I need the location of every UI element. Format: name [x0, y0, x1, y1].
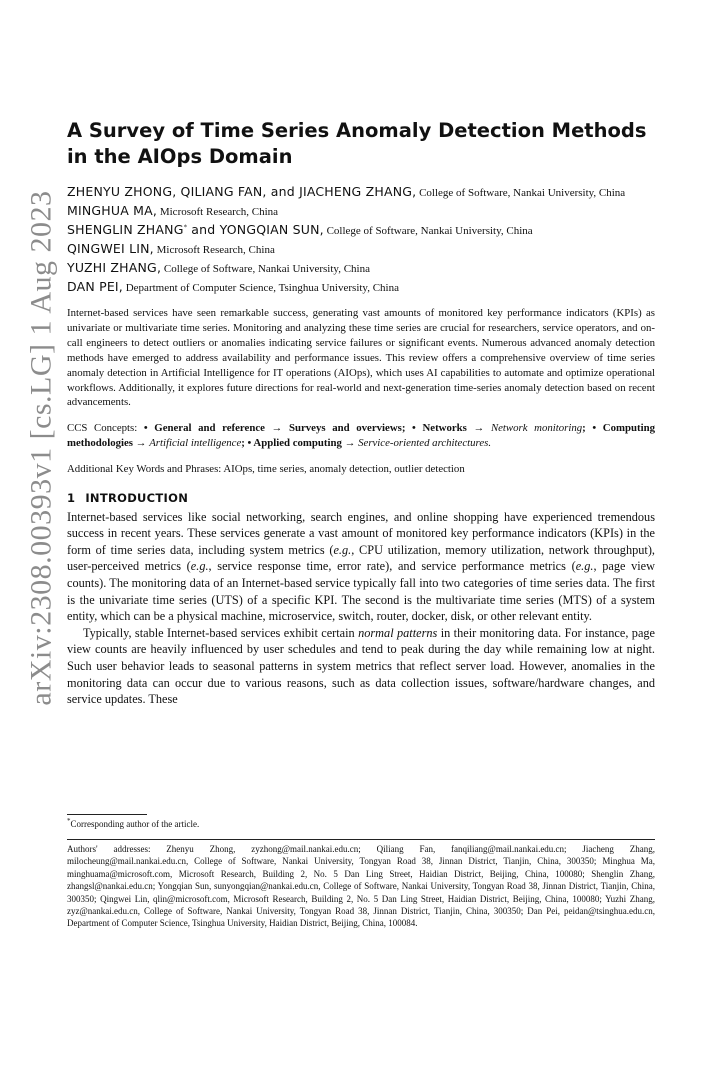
author-names: DAN PEI, [67, 279, 123, 294]
ccs-concept: ; • Computing methodologies → [67, 422, 656, 450]
ccs-concept: Artificial intelligence [149, 437, 242, 450]
author-line [67, 183, 655, 202]
body-text: Internet-based services like social networking, search engines, and online shopping have experienced tremendous success in recent years. These services generate a vast amount of monitored key performance indicators (KPIs) in the form of time series data, including system metrics ( [67, 509, 655, 557]
author-names: ZHENYU ZHONG, QILIANG FAN, and JIACHENG ZHANG, [67, 184, 417, 199]
body-text-italic: normal patterns [358, 625, 438, 640]
footnote-mark: * [67, 817, 71, 825]
body-text: , CPU utilization, memory utilization, network throughput), user-perceived metrics ( [67, 542, 655, 574]
body-text-italic: e.g. [190, 559, 209, 574]
author-names: and YONGQIAN SUN, [187, 222, 324, 237]
author-line [67, 202, 655, 221]
body-text: in their monitoring data. For instance, page view counts are heavily influenced by user schedules and tend to peak during the day while remaining low at night. Such user behavior leads to seasonal patterns in system metrics that reflect server load. However, anomalies in the monitoring data can occur due to various reasons, such as data collection issues, software/hardware changes, and service updates. These [67, 625, 656, 707]
author-line [67, 278, 655, 297]
addresses-rule [67, 839, 655, 840]
author-names: QINGWEI LIN, [67, 241, 154, 256]
author-names: MINGHUA MA, [67, 203, 158, 218]
body-paragraph [67, 625, 655, 708]
ccs-label: CCS Concepts: [67, 422, 144, 435]
authors-addresses: Authors' addresses: Zhenyu Zhong, zyzhong@mail.nankai.edu.cn; Qiliang Fan, fanqiliang@mail.nankai.edu.cn; Jiacheng Zhang, milocheung@mail.nankai.edu.cn, College of Software, Nankai University, Tongyan Road 38, Jinnan District, Tianjin, China, 300350; Minghua Ma, minghuama@microsoft.com, Microsoft Research, Building 2, No. 5 Dan Ling Street, Haidian District, Beijing, China, 100080; Shenglin Zhang, zhangsl@nankai.edu.cn; Yongqian Sun, sunyongqian@nankai.edu.cn, College of Software, Nankai University, Tongyan Road 38, Jinnan District, Tianjin, China, 300350; Qingwei Lin, qlin@microsoft.com, Microsoft Research, Building 2, No. 5 Dan Ling Street, Haidian District, Beijing, China, 100080; Yuzhi Zhang, zyz@nankai.edu.cn, College of Software, Nankai University, Tongyan Road 38, Jinnan District, Tianjin, China, 300350; Dan Pei, peidan@tsinghua.edu.cn, Department of Computer Science, Tsinghua University, Haidian District, Beijing, China, 100084. [67, 844, 655, 929]
body-text: , service response time, error rate), and service performance metrics ( [208, 559, 576, 574]
author-affiliation: College of Software, Nankai University, China [163, 263, 370, 275]
author-block [67, 183, 655, 297]
footnote-text: Corresponding author of the article. [70, 819, 200, 829]
author-affiliation: Microsoft Research, China [159, 206, 279, 218]
author-affiliation: College of Software, Nankai University, China [419, 187, 626, 199]
ccs-concept: Network monitoring [490, 422, 583, 435]
body-text: Typically, stable Internet-based services exhibit certain [83, 625, 359, 640]
body-text-italic: e.g. [333, 542, 352, 557]
author-affiliation: Microsoft Research, China [156, 244, 275, 256]
ccs-concepts [67, 421, 655, 451]
paper-title: A Survey of Time Series Anomaly Detection Methods in the AIOps Domain [67, 119, 647, 168]
body-paragraph [67, 509, 655, 625]
ccs-concept: • General and reference → Surveys and overviews [143, 422, 402, 435]
section-heading [67, 491, 655, 505]
author-affiliation: Department of Computer Science, Tsinghua University, China [125, 282, 399, 294]
body-text: , page view counts). The monitoring data of an Internet-based service typically fall into two categories of time series data. The first is the univariate time series (UTS) of a specific KPI. The second is the multivariate time series (MTS) of a system entity, which can be a physical machine, microservice, switch, router, docker, disk, or other relevant entity. [67, 559, 656, 624]
ccs-concept: ; • Applied computing → [241, 437, 359, 450]
arxiv-stamp [18, 190, 66, 706]
author-line [67, 240, 655, 259]
body-text-italic: e.g. [575, 559, 594, 574]
ccs-concept: ; • Networks → [401, 422, 491, 435]
section-title: INTRODUCTION [85, 490, 189, 505]
author-affiliation: College of Software, Nankai University, China [326, 225, 533, 237]
author-names: SHENGLIN ZHANG [67, 222, 184, 237]
arxiv-identifier: arXiv:2308.00393v1 [cs.LG] 1 Aug 2023 [25, 190, 58, 706]
corresponding-author-mark: * [183, 223, 188, 232]
author-names: YUZHI ZHANG, [67, 260, 162, 275]
author-line [67, 221, 655, 240]
footnote-rule [67, 814, 147, 815]
footnote [67, 818, 655, 830]
section-number: 1 [67, 490, 76, 505]
author-line [67, 259, 655, 278]
ccs-concept: Service-oriented architectures. [358, 437, 492, 450]
abstract: Internet-based services have seen remarkable success, generating vast amounts of monitored key performance indicators (KPIs) as univariate or multivariate time series. Monitoring and analyzing these time series are crucial for researchers, service operators, and on-call engineers to detect outliers or anomalies indicating service failures or significant events. Numerous advanced anomaly detection methods have emerged to address availability and performance issues. This review offers a comprehensive overview of time series anomaly detection in Artificial Intelligence for IT operations (AIOps), which uses AI capabilities to automate and optimize operational workflows. Additionally, it explores future directions for real-world and next-generation time-series anomaly detection based on recent advancements. [67, 307, 655, 409]
keywords: Additional Key Words and Phrases: AIOps, time series, anomaly detection, outlier detection [67, 462, 465, 475]
paper-first-page [67, 118, 655, 708]
